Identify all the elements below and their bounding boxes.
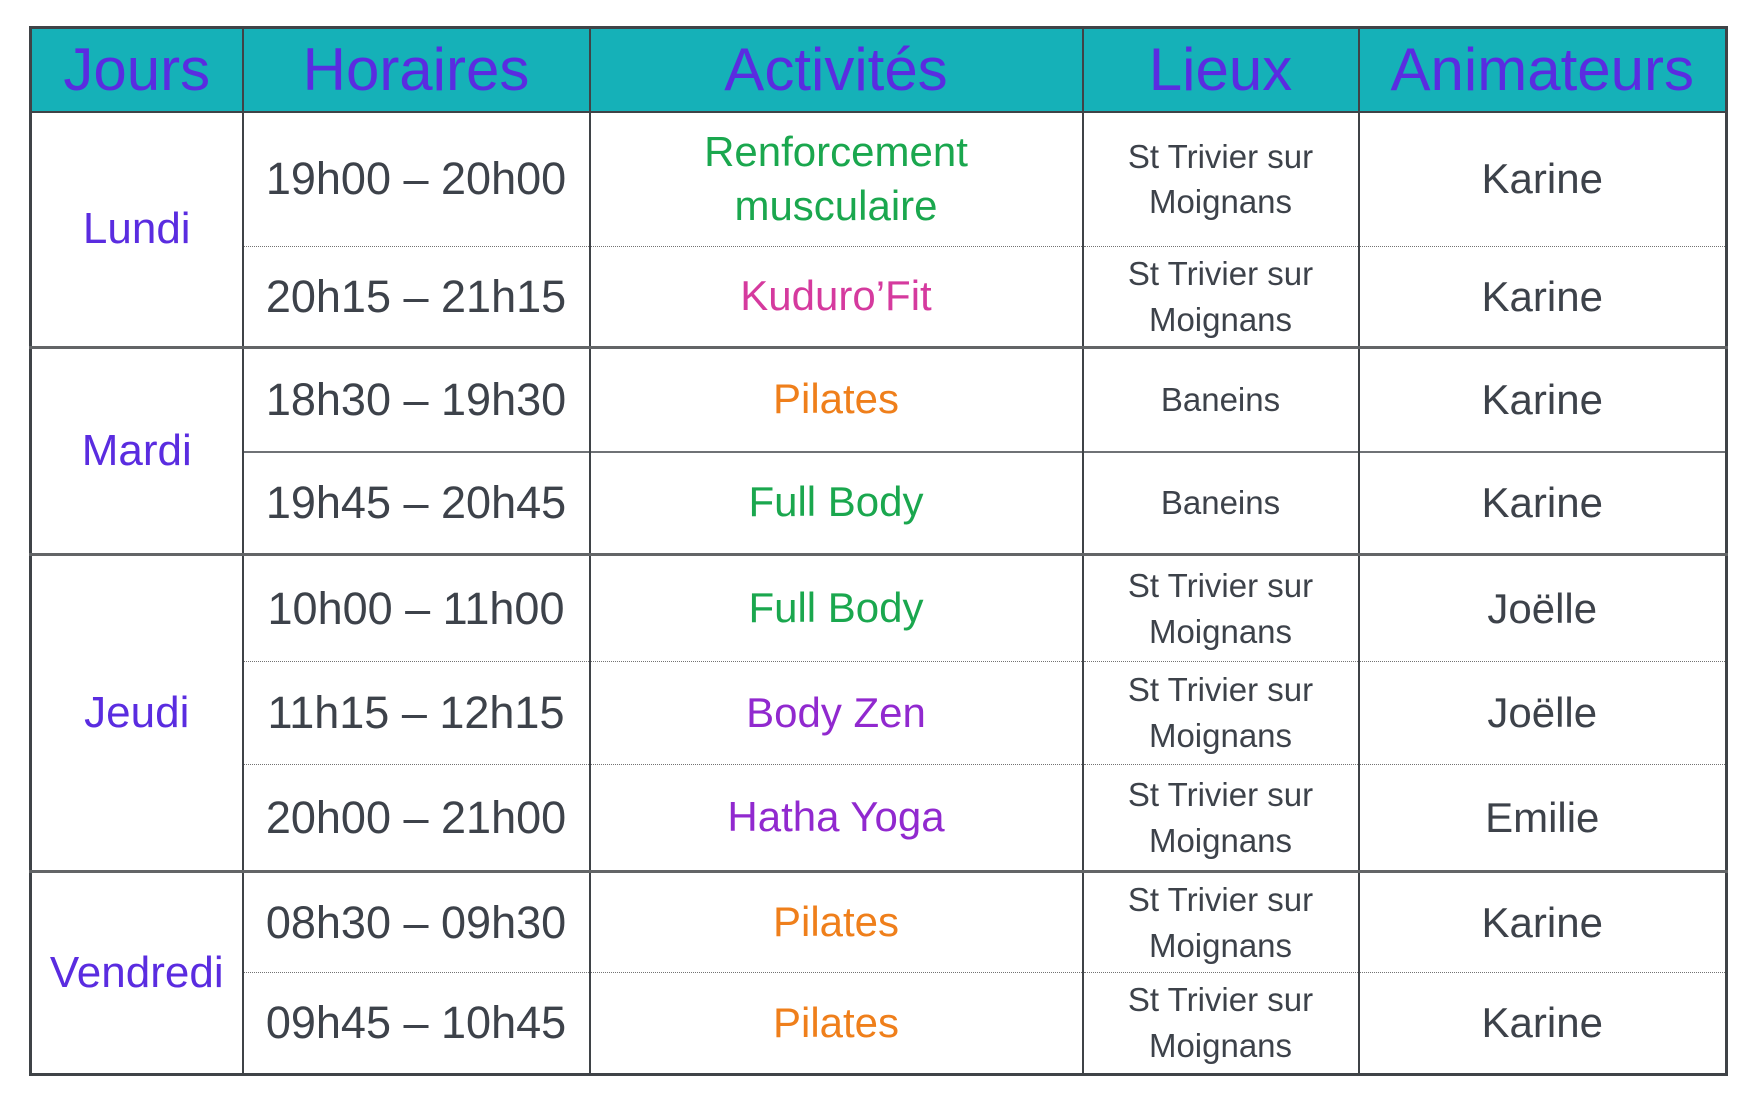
table-row [31, 765, 1727, 872]
column-header-jours: Jours [31, 28, 243, 112]
activity-cell: Pilates [590, 973, 1083, 1075]
column-header-lieux: Lieux [1083, 28, 1359, 112]
place-cell: St Trivier sur Moignans [1083, 765, 1359, 872]
animator-cell: Karine [1359, 973, 1727, 1075]
place-cell: St Trivier sur Moignans [1083, 112, 1359, 247]
day-cell-mardi: Mardi [31, 348, 243, 555]
time-cell: 20h15 – 21h15 [243, 247, 590, 348]
activity-cell: Hatha Yoga [590, 765, 1083, 872]
place-cell: St Trivier sur Moignans [1083, 247, 1359, 348]
place-cell: St Trivier sur Moignans [1083, 555, 1359, 662]
place-cell: St Trivier sur Moignans [1083, 973, 1359, 1075]
time-cell: 20h00 – 21h00 [243, 765, 590, 872]
schedule-table [29, 26, 1728, 1076]
activity-cell: Body Zen [590, 662, 1083, 765]
place-cell: St Trivier sur Moignans [1083, 662, 1359, 765]
day-cell-vendredi: Vendredi [31, 872, 243, 1075]
time-cell: 19h45 – 20h45 [243, 452, 590, 555]
animator-cell: Karine [1359, 452, 1727, 555]
time-cell: 18h30 – 19h30 [243, 348, 590, 452]
time-cell: 10h00 – 11h00 [243, 555, 590, 662]
activity-cell: Pilates [590, 872, 1083, 973]
table-row [31, 348, 1727, 452]
header-row [31, 28, 1727, 112]
time-cell: 19h00 – 20h00 [243, 112, 590, 247]
activity-cell: Full Body [590, 555, 1083, 662]
day-cell-lundi: Lundi [82, 204, 191, 254]
table-row [31, 452, 1727, 555]
time-cell: 11h15 – 12h15 [243, 662, 590, 765]
activity-cell: Renforcement musculaire [590, 112, 1083, 247]
column-header-activites: Activités [590, 28, 1083, 112]
schedule-table-container [29, 26, 1726, 1076]
table-row [31, 247, 1727, 348]
activity-cell: Kuduro’Fit [590, 247, 1083, 348]
table-row [31, 555, 1727, 662]
animator-cell: Karine [1359, 112, 1727, 247]
place-cell: Baneins [1083, 348, 1359, 452]
animator-cell: Karine [1359, 348, 1727, 452]
table-row [31, 662, 1727, 765]
table-row [31, 973, 1727, 1075]
activity-cell: Full Body [590, 452, 1083, 555]
table-row [31, 872, 1727, 973]
place-cell: Baneins [1083, 452, 1359, 555]
animator-cell: Karine [1359, 872, 1727, 973]
day-cell-jeudi: Jeudi [31, 555, 243, 872]
animator-cell: Karine [1359, 247, 1727, 348]
time-cell: 08h30 – 09h30 [243, 872, 590, 973]
column-header-horaires: Horaires [243, 28, 590, 112]
table-row [31, 112, 1727, 247]
animator-cell: Joëlle [1359, 555, 1727, 662]
place-cell: St Trivier sur Moignans [1083, 872, 1359, 973]
animator-cell: Emilie [1359, 765, 1727, 872]
activity-cell: Pilates [590, 348, 1083, 452]
column-header-animateurs: Animateurs [1359, 28, 1727, 112]
time-cell: 09h45 – 10h45 [243, 973, 590, 1075]
animator-cell: Joëlle [1359, 662, 1727, 765]
